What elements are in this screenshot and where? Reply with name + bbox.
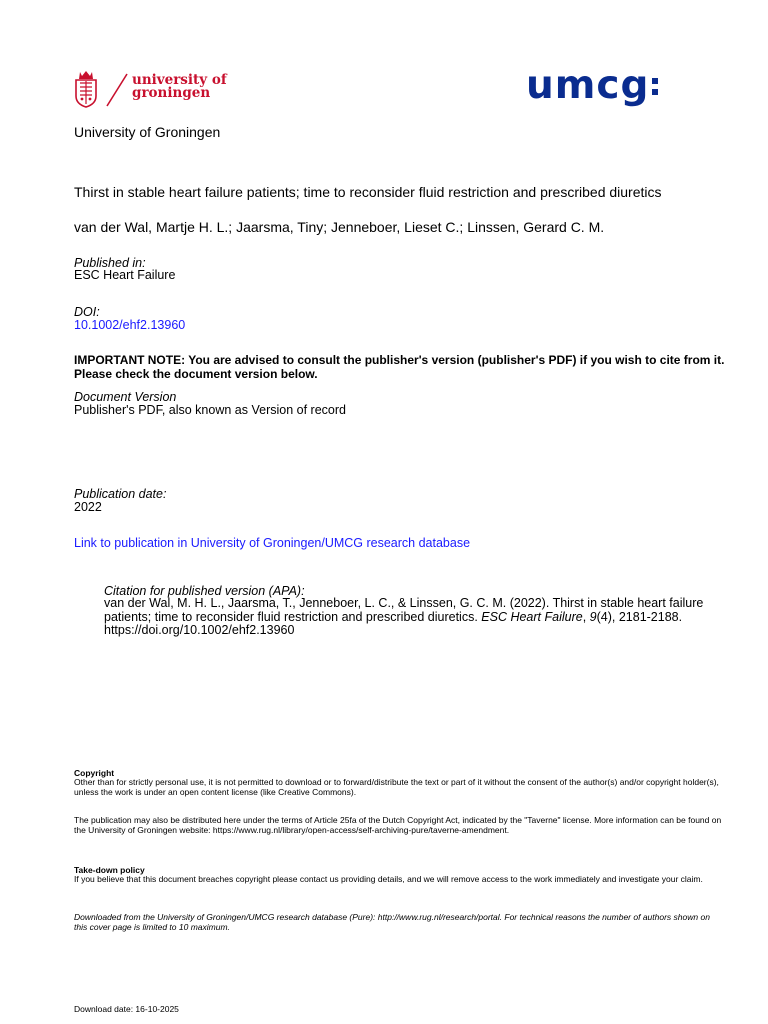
umcg-wordmark: umcg — [526, 63, 650, 108]
citation-journal: ESC Heart Failure — [481, 609, 583, 624]
citation-text-tail: (4), 2181-2188. https://doi.org/10.1002/ehf2.13960 — [104, 609, 683, 637]
publication-date-label: Publication date: — [74, 487, 167, 501]
citation-volume: 9 — [589, 609, 597, 624]
university-of-groningen-logo — [72, 68, 232, 110]
published-in-label: Published in: — [74, 256, 146, 270]
taverne-text: The publication may also be distributed here under the terms of Article 25fa of the Dutch Copyright Act, indicated by the "Taverne" license. More information can be found on the University of Groningen website: https://www.rug.nl/library/open-access/self-archiving-pure/taverne-amendment. — [74, 815, 722, 835]
citation-text-main: van der Wal, M. H. L., Jaarsma, T., Jenneboer, L. C., & Linssen, G. C. M. (2022). Thirst in stable heart failure patients; time to reconsider fluid restriction and prescribed diuretics. — [104, 596, 704, 624]
doi-label: DOI: — [74, 305, 100, 319]
document-version-value: Publisher's PDF, also known as Version of record — [74, 403, 346, 417]
citation-label: Citation for published version (APA): — [104, 584, 305, 598]
downloaded-from-text: Downloaded from the University of Groningen/UMCG research database (Pure): http://www.rug.nl/research/portal. For technical reasons the number of authors shown on this cover page is limited to 10 maximum. — [74, 912, 710, 932]
takedown-text: If you believe that this document breaches copyright please contact us providing details, and we will remove access to the work immediately and investigate your claim. — [74, 874, 703, 884]
copyright-heading: Copyright — [74, 768, 115, 778]
rug-logo-line-1: university of — [132, 72, 227, 88]
citation-comma: , — [582, 609, 590, 624]
umcg-dots-icon — [652, 78, 658, 95]
research-database-link[interactable]: Link to publication in University of Groningen/UMCG research database — [74, 536, 471, 550]
doi-link[interactable]: 10.1002/ehf2.13960 — [74, 318, 186, 332]
copyright-text: Other than for strictly personal use, it is not permitted to download or to forward/distribute the text or part of it without the consent of the author(s) and/or copyright holder(s), unless the work is under an open content license (like Creative Commons). — [74, 777, 719, 797]
publication-date-value: 2022 — [74, 500, 102, 514]
rug-logo-line-2: groningen — [132, 85, 211, 101]
umcg-logo — [526, 63, 658, 108]
publication-authors: van der Wal, Martje H. L.; Jaarsma, Tiny; Jenneboer, Lieset C.; Linssen, Gerard C. M. — [74, 219, 605, 235]
citation-text — [104, 597, 714, 638]
rug-logo-wordmark — [132, 74, 227, 100]
download-date: Download date: 16-10-2025 — [74, 1004, 179, 1014]
important-note: IMPORTANT NOTE: You are advised to consult the publisher's version (publisher's PDF) if you wish to cite from it. Please check the document version below. — [74, 353, 725, 381]
published-in-value: ESC Heart Failure — [74, 268, 176, 282]
takedown-heading: Take-down policy — [74, 865, 145, 875]
slash-divider-icon — [105, 72, 129, 108]
institution-name: University of Groningen — [74, 124, 221, 140]
crest-icon — [72, 68, 100, 108]
document-version-label: Document Version — [74, 390, 177, 404]
publication-title: Thirst in stable heart failure patients; time to reconsider fluid restriction and prescribed diuretics — [74, 184, 662, 200]
